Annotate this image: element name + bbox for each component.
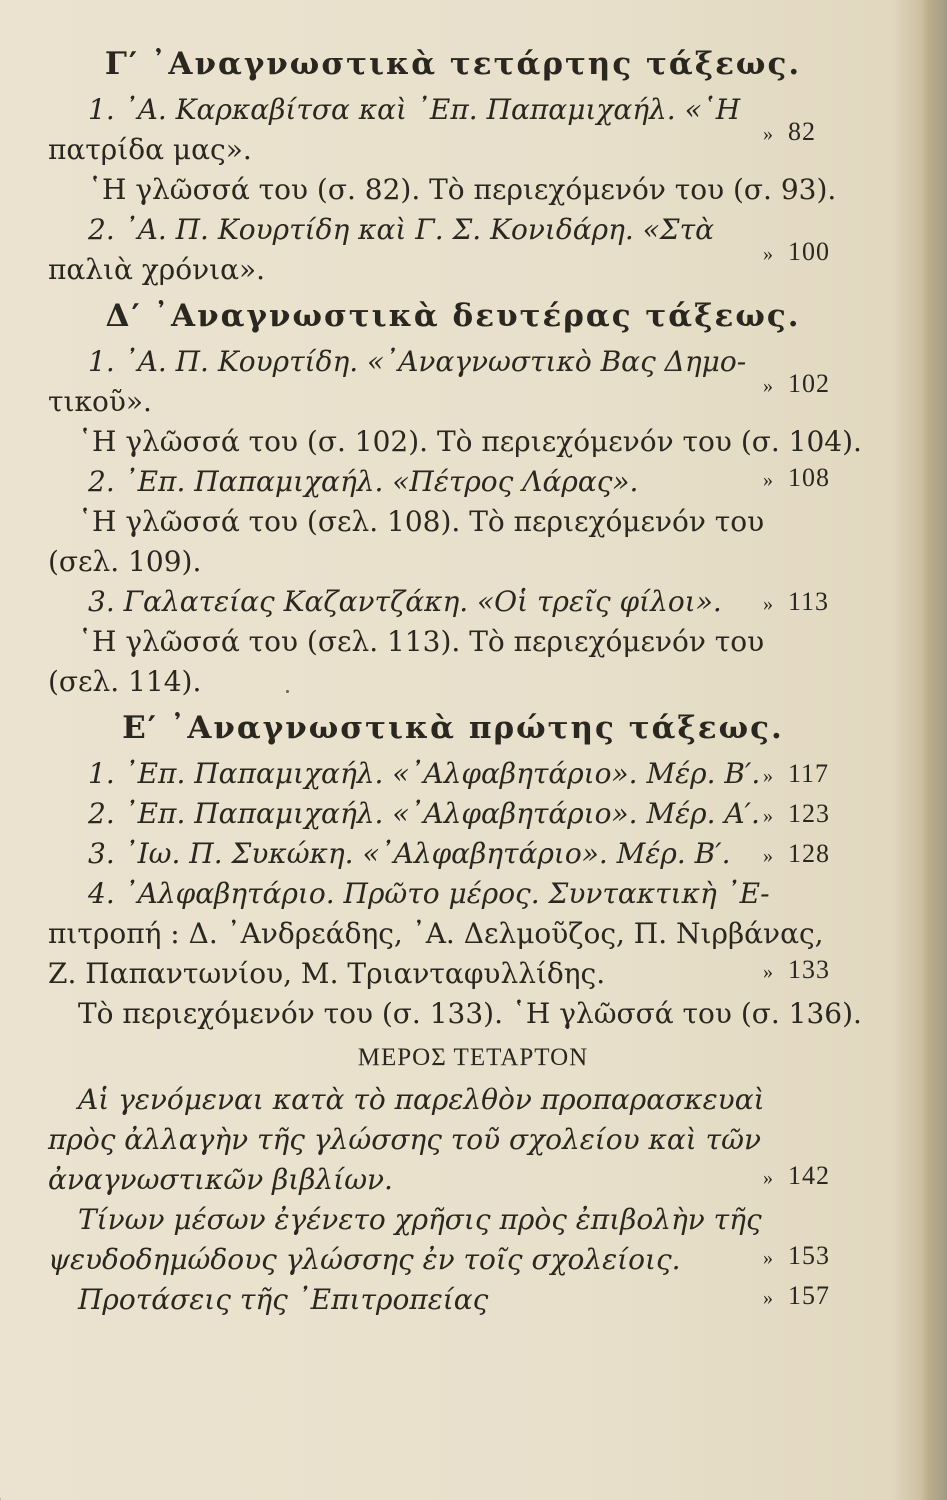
toc-entry-line bbox=[48, 994, 862, 1034]
entry-text: 3. ᾽Ιω. Π. Συκώκη. «᾽Αλφαβητάριο». Μέρ. Β′. bbox=[88, 837, 731, 870]
toc-entry-line bbox=[48, 874, 848, 914]
entry-text: 2. ᾽Α. Π. Κουρτίδη καὶ Γ. Σ. Κονιδάρη. «Στὰ bbox=[88, 213, 714, 246]
entry-text: ῾Η γλῶσσά του (σ. 102). Τὸ περιεχόμενόν του (σ. 104). bbox=[78, 425, 862, 458]
page-mark: » bbox=[763, 123, 774, 145]
entry-text: Προτάσεις τῆς ᾽Επιτροπείας bbox=[78, 1283, 489, 1316]
page-value: 128 bbox=[788, 839, 830, 868]
entry-text: πρὸς ἀλλαγὴν τῆς γλώσσης τοῦ σχολείου καὶ τῶν bbox=[48, 1123, 762, 1156]
entry-text: 1. ᾽Επ. Παπαμιχαήλ. «᾽Αλφαβητάριο». Μέρ. Β′. bbox=[88, 757, 761, 790]
page-mark: » bbox=[763, 1287, 774, 1309]
section-heading-text: ᾽Αναγνωστικὰ δευτέρας τάξεως. bbox=[153, 298, 801, 334]
page-value: 102 bbox=[788, 369, 830, 398]
entry-text: 4. ᾽Αλφαβητάριο. Πρῶτο μέρος. Συντακτικὴ ᾽Ε- bbox=[88, 877, 770, 910]
entry-text: 2. ᾽Επ. Παπαμιχαήλ. «᾽Αλφαβητάριο». Μέρ. Α′. bbox=[88, 797, 760, 830]
entry-text: Αἱ γενόμεναι κατὰ τὸ παρελθὸν προπαρασκευαὶ bbox=[78, 1083, 765, 1116]
part-title: ΜΕΡΟΣ ΤΕΤΑΡΤΟΝ bbox=[357, 1044, 589, 1071]
toc-entry-line bbox=[48, 210, 848, 250]
page-number bbox=[763, 950, 830, 992]
page-mark: » bbox=[763, 805, 774, 827]
page-number bbox=[763, 112, 816, 154]
toc-entry-line bbox=[48, 342, 848, 382]
toc-entry-line bbox=[48, 462, 848, 502]
section-heading-text: ᾽Αναγνωστικὰ πρώτης τάξεως. bbox=[169, 710, 784, 746]
entry-text: ῾Η γλῶσσά του (σελ. 108). Τὸ περιεχόμενόν του bbox=[78, 505, 765, 538]
toc-entry-line bbox=[48, 1240, 848, 1280]
page-value: 157 bbox=[788, 1281, 830, 1310]
page-value: 117 bbox=[788, 759, 830, 788]
toc-entry-line bbox=[48, 117, 848, 170]
page-mark: » bbox=[763, 375, 774, 397]
page-number bbox=[763, 582, 829, 624]
page-value: 153 bbox=[788, 1241, 830, 1270]
toc-entry-line bbox=[48, 542, 848, 582]
page-value: 108 bbox=[788, 463, 830, 492]
toc-entry-line bbox=[48, 1200, 848, 1240]
page-mark: » bbox=[763, 1167, 774, 1189]
page-value: 123 bbox=[788, 799, 830, 828]
section-letter: Γ′ bbox=[104, 46, 140, 82]
toc-entry-line bbox=[48, 237, 848, 290]
table-of-contents bbox=[48, 38, 862, 1320]
section-heading-e bbox=[48, 702, 848, 754]
page-value: 82 bbox=[788, 117, 816, 146]
page-value: 142 bbox=[788, 1161, 830, 1190]
page-number bbox=[763, 1276, 830, 1318]
toc-entry-line bbox=[48, 662, 848, 702]
entry-text: Ζ. Παπαντωνίου, Μ. Τριανταφυλλίδης. bbox=[48, 957, 606, 990]
toc-entry-line bbox=[48, 1160, 848, 1200]
toc-entry-line bbox=[48, 1120, 848, 1160]
toc-entry-line bbox=[48, 954, 848, 994]
section-letter: Ε′ bbox=[122, 710, 158, 746]
entry-text: (σελ. 109). bbox=[48, 545, 202, 578]
toc-entry-line bbox=[48, 582, 848, 622]
entry-text: 2. ᾽Επ. Παπαμιχαήλ. «Πέτρος Λάρας». bbox=[88, 465, 639, 498]
page-value: 113 bbox=[788, 587, 830, 616]
page-number bbox=[763, 232, 830, 274]
entry-text: 3. Γαλατείας Καζαντζάκη. «Οἱ τρεῖς φίλοι». bbox=[88, 585, 722, 618]
toc-entry-line bbox=[48, 754, 848, 794]
page-edge-shadow bbox=[921, 0, 947, 1500]
page-value: 100 bbox=[788, 237, 830, 266]
entry-text: ψευδοδημώδους γλώσσης ἐν τοῖς σχολείοις. bbox=[48, 1243, 681, 1276]
section-heading-text: ᾽Αναγνωστικὰ τετάρτης τάξεως. bbox=[150, 46, 802, 82]
toc-entry-line bbox=[48, 622, 848, 662]
section-letter: Δ′ bbox=[105, 298, 142, 334]
page-value: 133 bbox=[788, 955, 830, 984]
entry-text: (σελ. 114). bbox=[48, 665, 202, 698]
entry-text: ῾Η γλῶσσά του (σ. 82). Τὸ περιεχόμενόν του (σ. 93). bbox=[88, 173, 837, 206]
page-mark: » bbox=[763, 845, 774, 867]
toc-entry-line bbox=[48, 834, 848, 874]
page-number bbox=[763, 364, 830, 406]
toc-entry-line bbox=[48, 369, 848, 422]
toc-entry-line bbox=[48, 914, 848, 954]
page-number bbox=[763, 794, 830, 836]
page-number bbox=[763, 834, 830, 876]
entry-text: Τὸ περιεχόμενόν του (σ. 133). ῾Η γλῶσσά του (σ. 136). bbox=[78, 997, 862, 1030]
toc-entry-line bbox=[48, 1280, 848, 1320]
entry-text: ἀναγνωστικῶν βιβλίων. bbox=[48, 1163, 393, 1196]
section-heading-d bbox=[48, 290, 848, 342]
page-mark: » bbox=[763, 961, 774, 983]
page-mark: » bbox=[763, 765, 774, 787]
toc-entry-line bbox=[48, 1080, 848, 1120]
toc-entry-line bbox=[48, 502, 848, 542]
page-number bbox=[763, 458, 830, 500]
entry-text: πατρίδα μας». bbox=[48, 133, 252, 166]
entry-text: τικοῦ». bbox=[48, 385, 152, 418]
page-number bbox=[763, 1236, 830, 1278]
toc-entry-line bbox=[48, 170, 848, 210]
page-number bbox=[763, 1156, 830, 1198]
section-heading-g bbox=[48, 38, 848, 90]
page-crease bbox=[0, 1360, 141, 1500]
page-number bbox=[763, 754, 829, 796]
toc-entry-line bbox=[48, 90, 848, 130]
toc-entry-line bbox=[48, 422, 862, 462]
page-mark: » bbox=[763, 469, 774, 491]
entry-text: πιτροπή : Δ. ᾽Ανδρεάδης, ᾽Α. Δελμοῦζος, Π. Νιρβάνας, bbox=[48, 917, 824, 950]
entry-text: Τίνων μέσων ἐγένετο χρῆσις πρὸς ἐπιβολὴν τῆς bbox=[78, 1203, 762, 1236]
page-mark: » bbox=[763, 593, 774, 615]
page-mark: » bbox=[763, 243, 774, 265]
toc-entry-line bbox=[48, 794, 848, 834]
entry-text: 1. ᾽Α. Π. Κουρτίδη. «᾽Αναγνωστικὸ Βας Δημο- bbox=[88, 345, 747, 378]
entry-text: ῾Η γλῶσσά του (σελ. 113). Τὸ περιεχόμενόν του bbox=[78, 625, 765, 658]
entry-text: 1. ᾽Α. Καρκαβίτσα καὶ ᾽Επ. Παπαμιχαήλ. «῾Η bbox=[88, 93, 741, 126]
page-mark: » bbox=[763, 1247, 774, 1269]
entry-text: παλιὰ χρόνια». bbox=[48, 253, 266, 286]
